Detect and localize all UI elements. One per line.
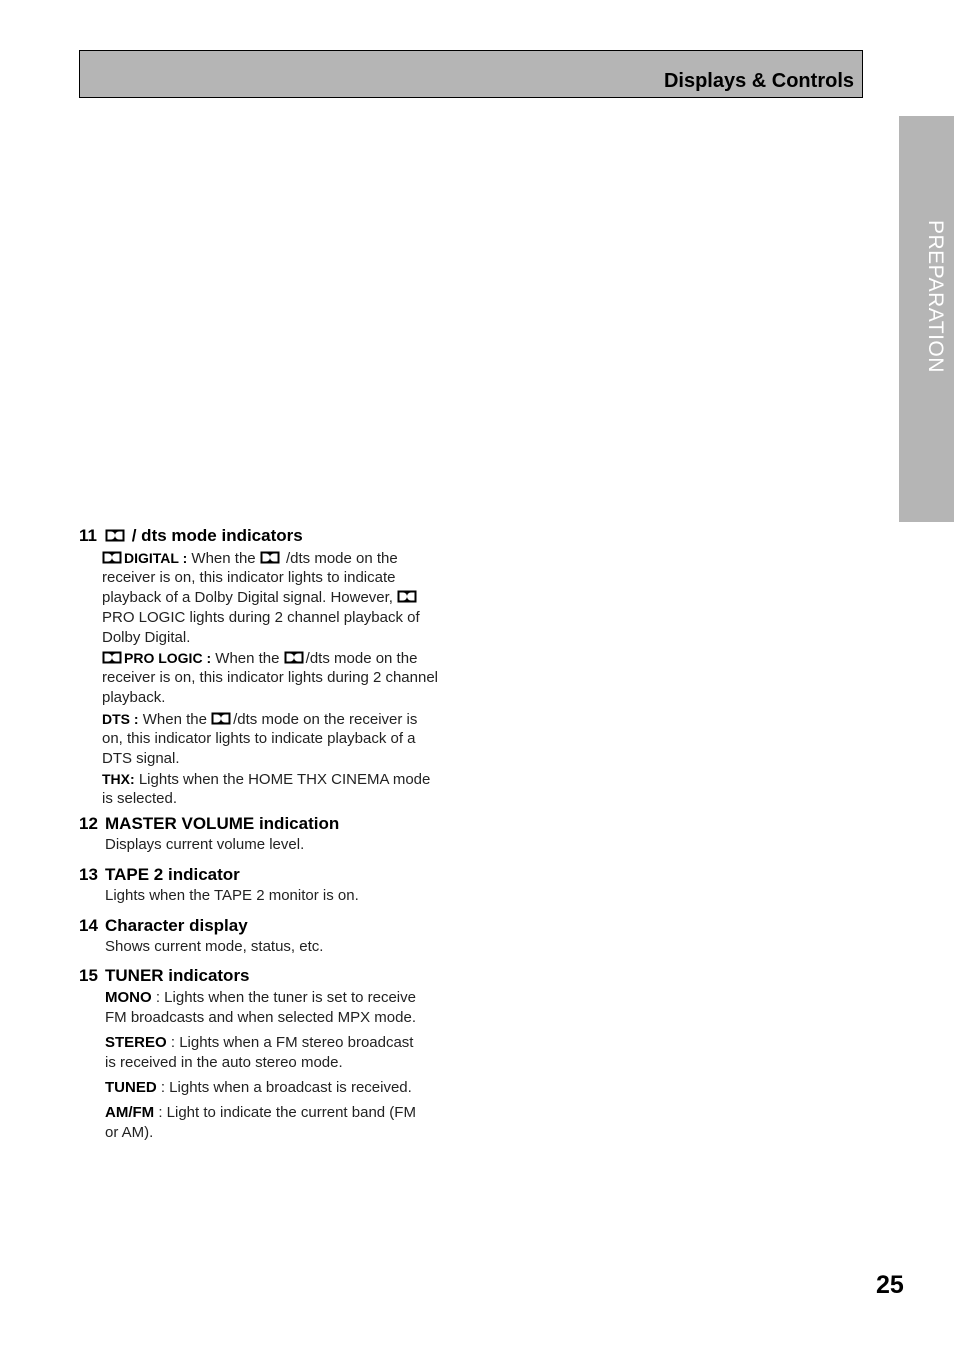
- digital-line-5: Dolby Digital.: [102, 629, 191, 646]
- amfm-term: AM/FM: [105, 1104, 155, 1121]
- stereo-line-2: is received in the auto stereo mode.: [105, 1054, 343, 1071]
- text: : Light to indicate the current band (FM: [154, 1104, 416, 1121]
- text: When the: [138, 711, 212, 728]
- dolby-double-d-icon: [211, 712, 231, 725]
- dts-term: DTS :: [102, 711, 139, 727]
- mono-line-2: FM broadcasts and when selected MPX mode.: [105, 1009, 416, 1026]
- thx-term: THX:: [102, 771, 135, 787]
- section-number: 15: [79, 966, 98, 985]
- text: : Lights when a FM stereo broadcast: [166, 1034, 414, 1051]
- dolby-double-d-icon: [260, 551, 280, 564]
- dts-line-2: on, this indicator lights to indicate playback of a: [102, 730, 416, 747]
- section-11-heading: [79, 526, 303, 546]
- section-number: 14: [79, 916, 98, 935]
- tuned-line-1: [105, 1078, 412, 1098]
- prologic-line-2: receiver is on, this indicator lights during 2 channel: [102, 669, 439, 686]
- section-number: 11: [79, 526, 97, 545]
- prologic-term: PRO LOGIC :: [124, 650, 212, 666]
- mono-term: MONO: [105, 989, 152, 1006]
- text: When the: [187, 550, 260, 567]
- section-13-text: Lights when the TAPE 2 monitor is on.: [105, 887, 359, 904]
- text: /dts mode on the receiver is: [233, 711, 418, 728]
- text: playback of a Dolby Digital signal. However,: [102, 589, 393, 606]
- thx-line-2: is selected.: [102, 790, 178, 807]
- prologic-line-3: playback.: [102, 689, 166, 706]
- digital-line-2: receiver is on, this indicator lights to indicate: [102, 569, 396, 586]
- digital-line-1: [102, 548, 398, 569]
- text: : Lights when the tuner is set to receive: [151, 989, 416, 1006]
- stereo-line-1: [105, 1033, 413, 1053]
- dolby-double-d-icon: [102, 551, 122, 564]
- prologic-line-1: [102, 648, 417, 669]
- side-tab: [899, 116, 954, 522]
- section-title: TUNER indicators: [105, 966, 250, 985]
- dolby-double-d-icon: [102, 651, 122, 664]
- side-tab-label: PREPARATION: [924, 220, 947, 373]
- thx-line-1: [102, 769, 430, 790]
- page-header-title: Displays & Controls: [663, 70, 854, 92]
- section-number: 13: [79, 865, 98, 884]
- dolby-double-d-icon: [397, 590, 417, 603]
- tuned-term: TUNED: [105, 1079, 157, 1096]
- digital-term: DIGITAL :: [124, 550, 188, 566]
- section-title: / dts mode indicators: [131, 526, 303, 545]
- section-14-text: Shows current mode, status, etc.: [105, 938, 324, 955]
- dts-line-3: DTS signal.: [102, 750, 180, 767]
- text: When the: [211, 650, 284, 667]
- dolby-double-d-icon: [284, 651, 304, 664]
- section-title: Character display: [105, 916, 248, 935]
- section-13-heading: [79, 865, 240, 885]
- dolby-double-d-icon: [105, 529, 125, 542]
- section-12-heading: [79, 814, 339, 834]
- text: Lights when the HOME THX CINEMA mode: [134, 771, 431, 788]
- section-12-text: Displays current volume level.: [105, 836, 305, 853]
- amfm-line-1: [105, 1103, 416, 1123]
- section-15-heading: [79, 966, 250, 986]
- amfm-line-2: or AM).: [105, 1124, 154, 1141]
- section-title: TAPE 2 indicator: [105, 865, 240, 884]
- text: /dts mode on the: [305, 650, 418, 667]
- stereo-term: STEREO: [105, 1034, 167, 1051]
- mono-line-1: [105, 988, 416, 1008]
- header-bar: [79, 50, 863, 98]
- section-14-heading: [79, 916, 248, 936]
- section-number: 12: [79, 814, 98, 833]
- digital-line-4: PRO LOGIC lights during 2 channel playback of: [102, 609, 420, 626]
- page-number: 25: [876, 1271, 904, 1299]
- text: : Lights when a broadcast is received.: [156, 1079, 412, 1096]
- text: /dts mode on the: [281, 550, 398, 567]
- dts-line-1: [102, 709, 417, 730]
- section-title: MASTER VOLUME indication: [105, 814, 340, 833]
- digital-line-3: [102, 588, 419, 608]
